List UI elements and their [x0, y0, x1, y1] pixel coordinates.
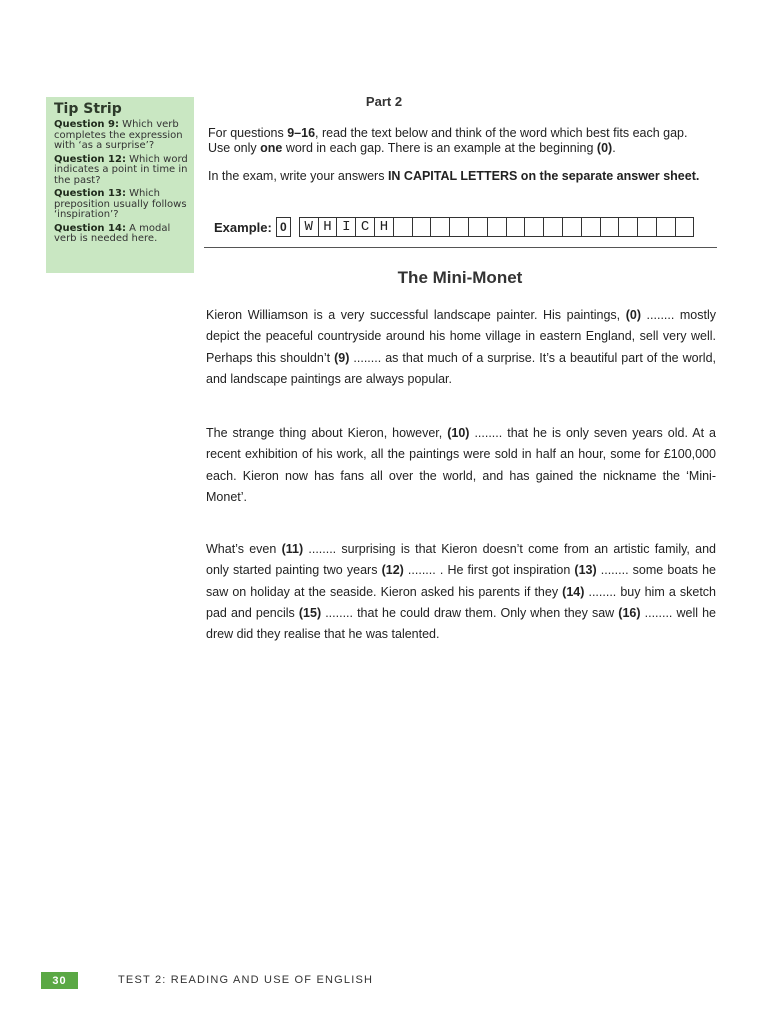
answer-letter-box — [412, 217, 431, 237]
tip-question-label: Question 13: — [54, 188, 126, 199]
instr-bold: (0) — [596, 141, 613, 155]
instructions-paragraph-1 — [208, 126, 708, 156]
instr-text: In the exam, write your answers — [208, 169, 388, 183]
para-text: ........ . He first got inspiration — [403, 563, 575, 578]
gap-number: (11) — [281, 542, 304, 556]
article-paragraph-3 — [206, 539, 716, 645]
para-text: ........ buy him a sketch pad and pencils — [206, 584, 716, 620]
instr-bold: 9–16 — [287, 126, 316, 140]
page-number: 30 — [41, 972, 78, 989]
instr-text: word in each gap. There is an example at the beginning — [282, 141, 597, 155]
answer-letter-box — [449, 217, 468, 237]
divider-line — [204, 247, 717, 248]
instr-bold: IN CAPITAL LETTERS on the separate answer sheet — [387, 169, 696, 183]
answer-letter-box — [524, 217, 543, 237]
para-text: ........ surprising is that Kieron doesn’t come from an artistic family, and only started painting two years — [206, 542, 716, 578]
instr-bold: . — [695, 169, 700, 183]
para-text: The strange thing about Kieron, however, — [206, 426, 448, 440]
answer-letter-box — [487, 217, 506, 237]
answer-letter-box — [656, 217, 675, 237]
answer-letter-box: H — [374, 217, 393, 237]
para-text: Kieron Williamson is a very successful landscape painter. His paintings, — [206, 308, 626, 322]
para-text: ........ mostly depict the peaceful countryside around his home village in eastern England, sell very well. Perhaps this shouldn’t — [206, 308, 717, 365]
answer-letter-box — [506, 217, 525, 237]
tip-text: Which word indicates a point in time in the past? — [54, 153, 188, 186]
instr-bold: one — [260, 141, 283, 155]
answer-letter-box — [618, 217, 637, 237]
gap-number: (15) — [298, 605, 322, 620]
answer-letter-box — [543, 217, 562, 237]
tip-question-label: Question 9: — [54, 119, 119, 130]
tip-text: A modal verb is needed here. — [54, 222, 171, 244]
para-text: ........ some boats he saw on holiday at the seaside. Kieron asked his parents if they — [206, 563, 716, 599]
gap-number: (14) — [562, 584, 585, 599]
para-text: ........ that he could draw them. Only when they saw — [321, 605, 619, 620]
answer-letter-box: H — [318, 217, 337, 237]
tip-text: Which verb completes the expression with ‘as a surprise’? — [54, 119, 183, 151]
answer-letter-box — [468, 217, 487, 237]
tip-strip — [46, 97, 194, 273]
instr-text: . — [612, 141, 616, 155]
para-text: ........ well he drew did they realise that he was talented. — [206, 605, 717, 642]
answer-letter-box — [600, 217, 619, 237]
answer-letter-box — [393, 217, 412, 237]
answer-letter-box — [675, 217, 694, 237]
example-row — [214, 216, 694, 238]
tip-item — [54, 155, 188, 187]
gap-number: (16) — [618, 605, 641, 620]
article-paragraph-2 — [206, 423, 716, 508]
answer-letter-box — [562, 217, 581, 237]
tip-question-label: Question 14: — [54, 222, 126, 234]
para-text: What’s even — [206, 542, 282, 556]
tip-item — [54, 224, 188, 245]
gap-number: (13) — [574, 563, 597, 578]
answer-letter-box — [637, 217, 656, 237]
instructions-paragraph-2 — [208, 169, 708, 184]
example-number-box: 0 — [276, 217, 291, 237]
gap-number: (0) — [625, 308, 641, 322]
answer-letter-box: C — [355, 217, 374, 237]
answer-letter-box: W — [299, 217, 318, 237]
answer-letter-box — [430, 217, 449, 237]
gap-number: (9) — [334, 350, 350, 365]
tip-text: Which preposition usually follows ‘inspiration’? — [54, 188, 187, 220]
gap-number: (10) — [447, 426, 470, 440]
gap-number: (12) — [381, 563, 404, 578]
tip-question-label: Question 12: — [54, 153, 126, 165]
instr-text: , read the text below and think of the word which best fits each gap. Use only — [208, 126, 688, 155]
para-text: ........ as that much of a surprise. It’s a beautiful part of the world, and landscape paintings are always popular. — [206, 350, 716, 386]
tip-strip-title: Tip Strip — [54, 101, 122, 117]
para-text: ........ that he is only seven years old. At a recent exhibition of his work, all the paintings were sold in half an hour, some for £100,000 each. Kieron now has fans all over the world, and has gained the nickname the ‘Mini-Monet’. — [206, 426, 717, 504]
answer-boxes — [299, 217, 694, 237]
answer-letter-box — [581, 217, 600, 237]
tip-item — [54, 120, 188, 152]
footer-label: TEST 2: READING AND USE OF ENGLISH — [118, 974, 374, 986]
answer-letter-box: I — [336, 217, 355, 237]
example-label: Example: — [214, 219, 272, 235]
tip-item — [54, 189, 188, 221]
instr-text: For questions — [208, 126, 288, 140]
article-title: The Mini-Monet — [397, 268, 523, 287]
part-title: Part 2 — [365, 94, 403, 109]
article-paragraph-1 — [206, 305, 716, 390]
